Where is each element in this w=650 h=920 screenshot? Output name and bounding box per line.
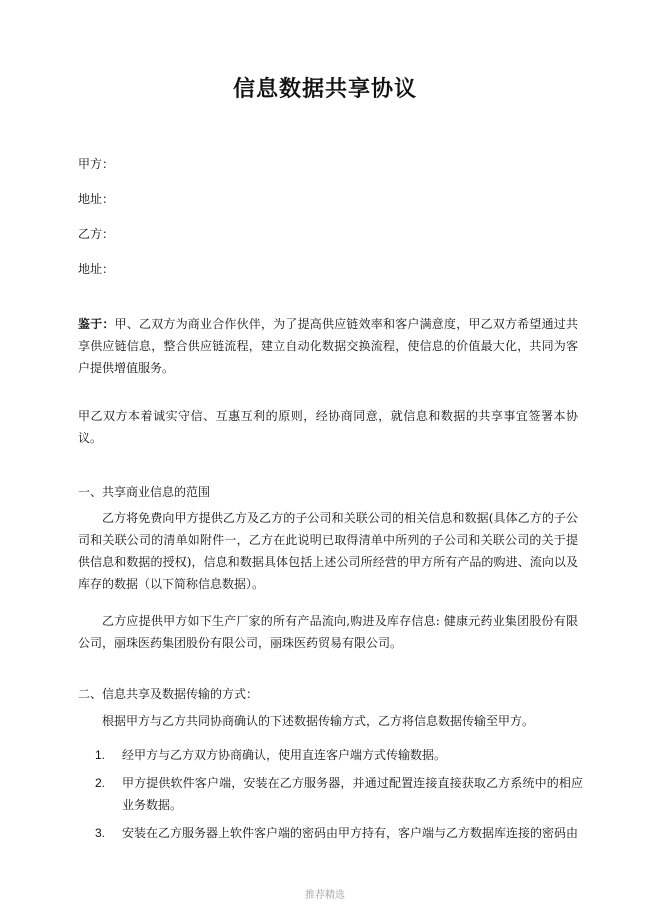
address-a-field: 地址： bbox=[78, 192, 115, 206]
whereas-label: 鉴于： bbox=[78, 317, 115, 331]
list-item-number: 1. bbox=[95, 748, 106, 762]
section1-heading: 一、共享商业信息的范围 bbox=[78, 485, 211, 499]
list-item bbox=[95, 822, 583, 844]
page-footer: 推荐精选 bbox=[305, 890, 345, 901]
section2-intro: 根据甲方与乙方共同协商确认的下述数据传输方式，乙方将信息数据传输至甲方。 bbox=[102, 714, 535, 728]
section1-paragraph-1: 乙方将免费向甲方提供乙方及乙方的子公司和关联公司的相关信息和数据(具体乙方的子公司和关联公司的清单如附件一，乙方在此说明已取得清单中所列的子公司和关联公司的关于提供信息和数据的授权)，信息和数据具体包括上述公司所经营的甲方所有产品的购进、流向以及库存的数据（以下简称信息数据）。 bbox=[78, 511, 578, 591]
section1-paragraph-2: 乙方应提供甲方如下生产厂家的所有产品流向,购进及库存信息: 健康元药业集团股份有限公司，丽珠医药集团股份有限公司，丽珠医药贸易有限公司。 bbox=[78, 614, 578, 650]
list-item-number: 3. bbox=[95, 826, 106, 840]
section2-heading: 二、信息共享及数据传输的方式： bbox=[78, 687, 259, 701]
list-item bbox=[95, 744, 583, 766]
list-item-text: 甲方提供软件客户端，安装在乙方服务器，并通过配置连接直接获取乙方系统中的相应业务数据。 bbox=[122, 776, 583, 812]
list-item-text: 经甲方与乙方双方协商确认，使用直连客户端方式传输数据。 bbox=[122, 748, 447, 762]
address-b-field: 地址： bbox=[78, 262, 115, 276]
principle-paragraph: 甲乙双方本着诚实守信、互惠互利的原则，经协商同意，就信息和数据的共享事宜签署本协议。 bbox=[78, 409, 578, 445]
whereas-text: 甲、乙双方为商业合作伙伴，为了提高供应链效率和客户满意度，甲乙双方希望通过共享供应链信息，整合供应链流程，建立自动化数据交换流程，使信息的价值最大化，共同为客户提供增值服务。 bbox=[78, 317, 578, 375]
party-a-field: 甲方： bbox=[78, 157, 115, 171]
document-title: 信息数据共享协议 bbox=[232, 77, 417, 102]
list-item-text: 安装在乙方服务器上软件客户端的密码由甲方持有，客户端与乙方数据库连接的密码由 bbox=[122, 826, 579, 840]
party-b-field: 乙方： bbox=[78, 227, 115, 241]
whereas-paragraph bbox=[78, 313, 578, 379]
list-item bbox=[95, 772, 583, 816]
list-item-number: 2. bbox=[95, 776, 106, 790]
